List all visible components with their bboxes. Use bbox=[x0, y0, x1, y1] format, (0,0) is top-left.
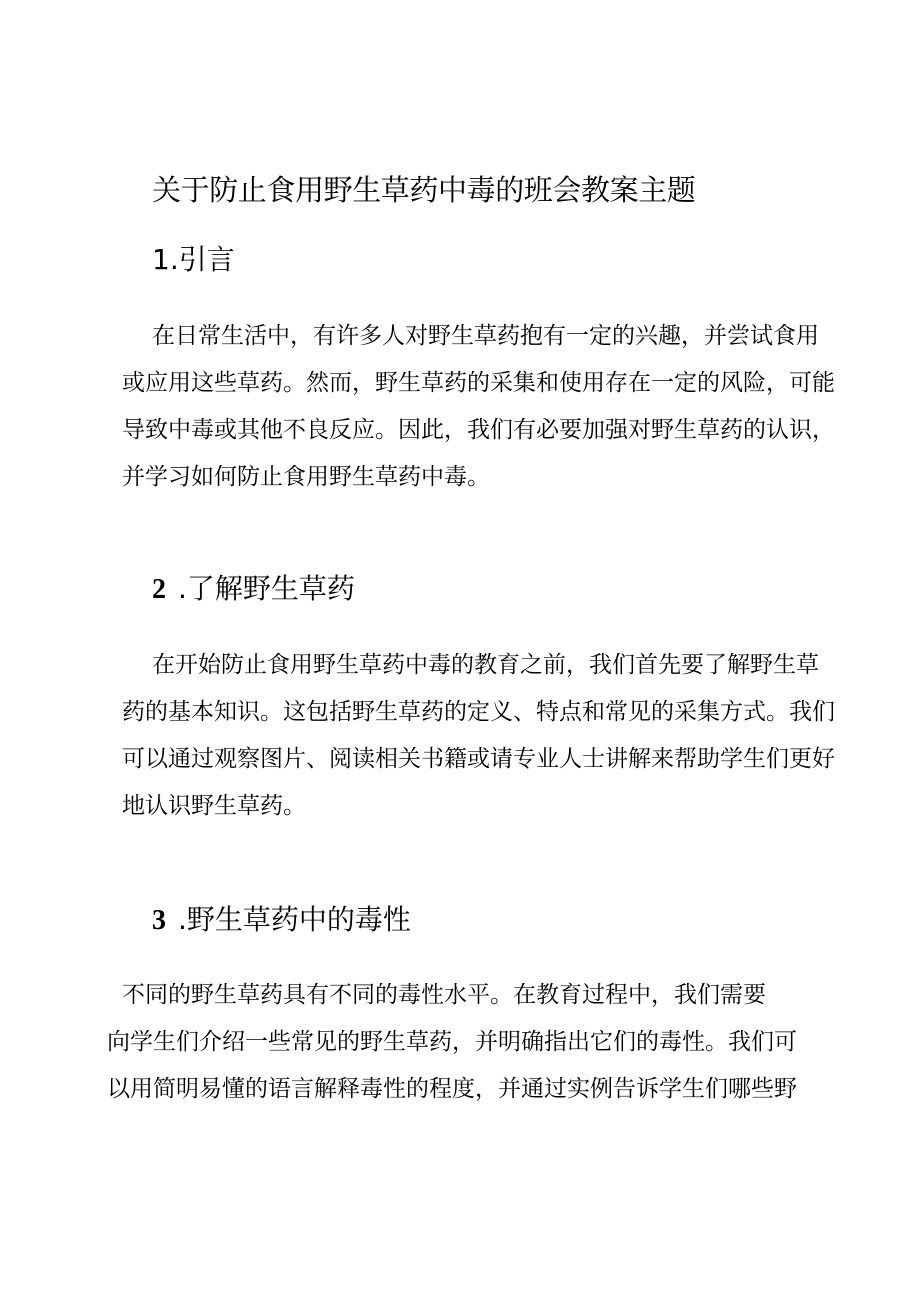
section-3-paragraph bbox=[107, 972, 812, 1113]
section-2-number: 2 bbox=[152, 574, 166, 605]
paragraph-line: 或应用这些草药。然而，野生草药的采集和使用存在一定的风险，可能 bbox=[122, 370, 835, 396]
paragraph-line: 以用简明易懂的语言解释毒性的程度，并通过实例告诉学生们哪些野 bbox=[107, 1076, 797, 1102]
paragraph-line: 在日常生活中，有许多人对野生草药抱有一定的兴趣，并尝试食用 bbox=[152, 323, 819, 349]
section-1-heading: 1.引言 bbox=[152, 243, 235, 276]
section-3-heading bbox=[152, 900, 411, 941]
document-title: 关于防止食用野生草药中毒的班会教案主题 bbox=[152, 173, 696, 207]
section-1-paragraph bbox=[122, 313, 842, 501]
paragraph-line: 在开始防止食用野生草药中毒的教育之前，我们首先要了解野生草 bbox=[152, 652, 819, 678]
section-3-number: 3 bbox=[152, 905, 166, 936]
paragraph-line: 导致中毒或其他不良反应。因此，我们有必要加强对野生草药的认识， bbox=[122, 417, 835, 443]
section-2-paragraph bbox=[122, 642, 842, 830]
paragraph-line: 地认识野生草药。 bbox=[122, 793, 306, 819]
section-2-heading bbox=[152, 569, 355, 610]
paragraph-line: 不同的野生草药具有不同的毒性水平。在教育过程中，我们需要 bbox=[122, 982, 766, 1008]
section-2-title: .了解野生草药 bbox=[178, 572, 355, 605]
paragraph-line: 可以通过观察图片、阅读相关书籍或请专业人士讲解来帮助学生们更好 bbox=[122, 746, 835, 772]
paragraph-line: 药的基本知识。这包括野生草药的定义、特点和常见的采集方式。我们 bbox=[122, 699, 835, 725]
paragraph-line: 并学习如何防止食用野生草药中毒。 bbox=[122, 464, 490, 490]
paragraph-line: 向学生们介绍一些常见的野生草药，并明确指出它们的毒性。我们可 bbox=[107, 1029, 797, 1055]
section-3-title: .野生草药中的毒性 bbox=[178, 903, 411, 936]
